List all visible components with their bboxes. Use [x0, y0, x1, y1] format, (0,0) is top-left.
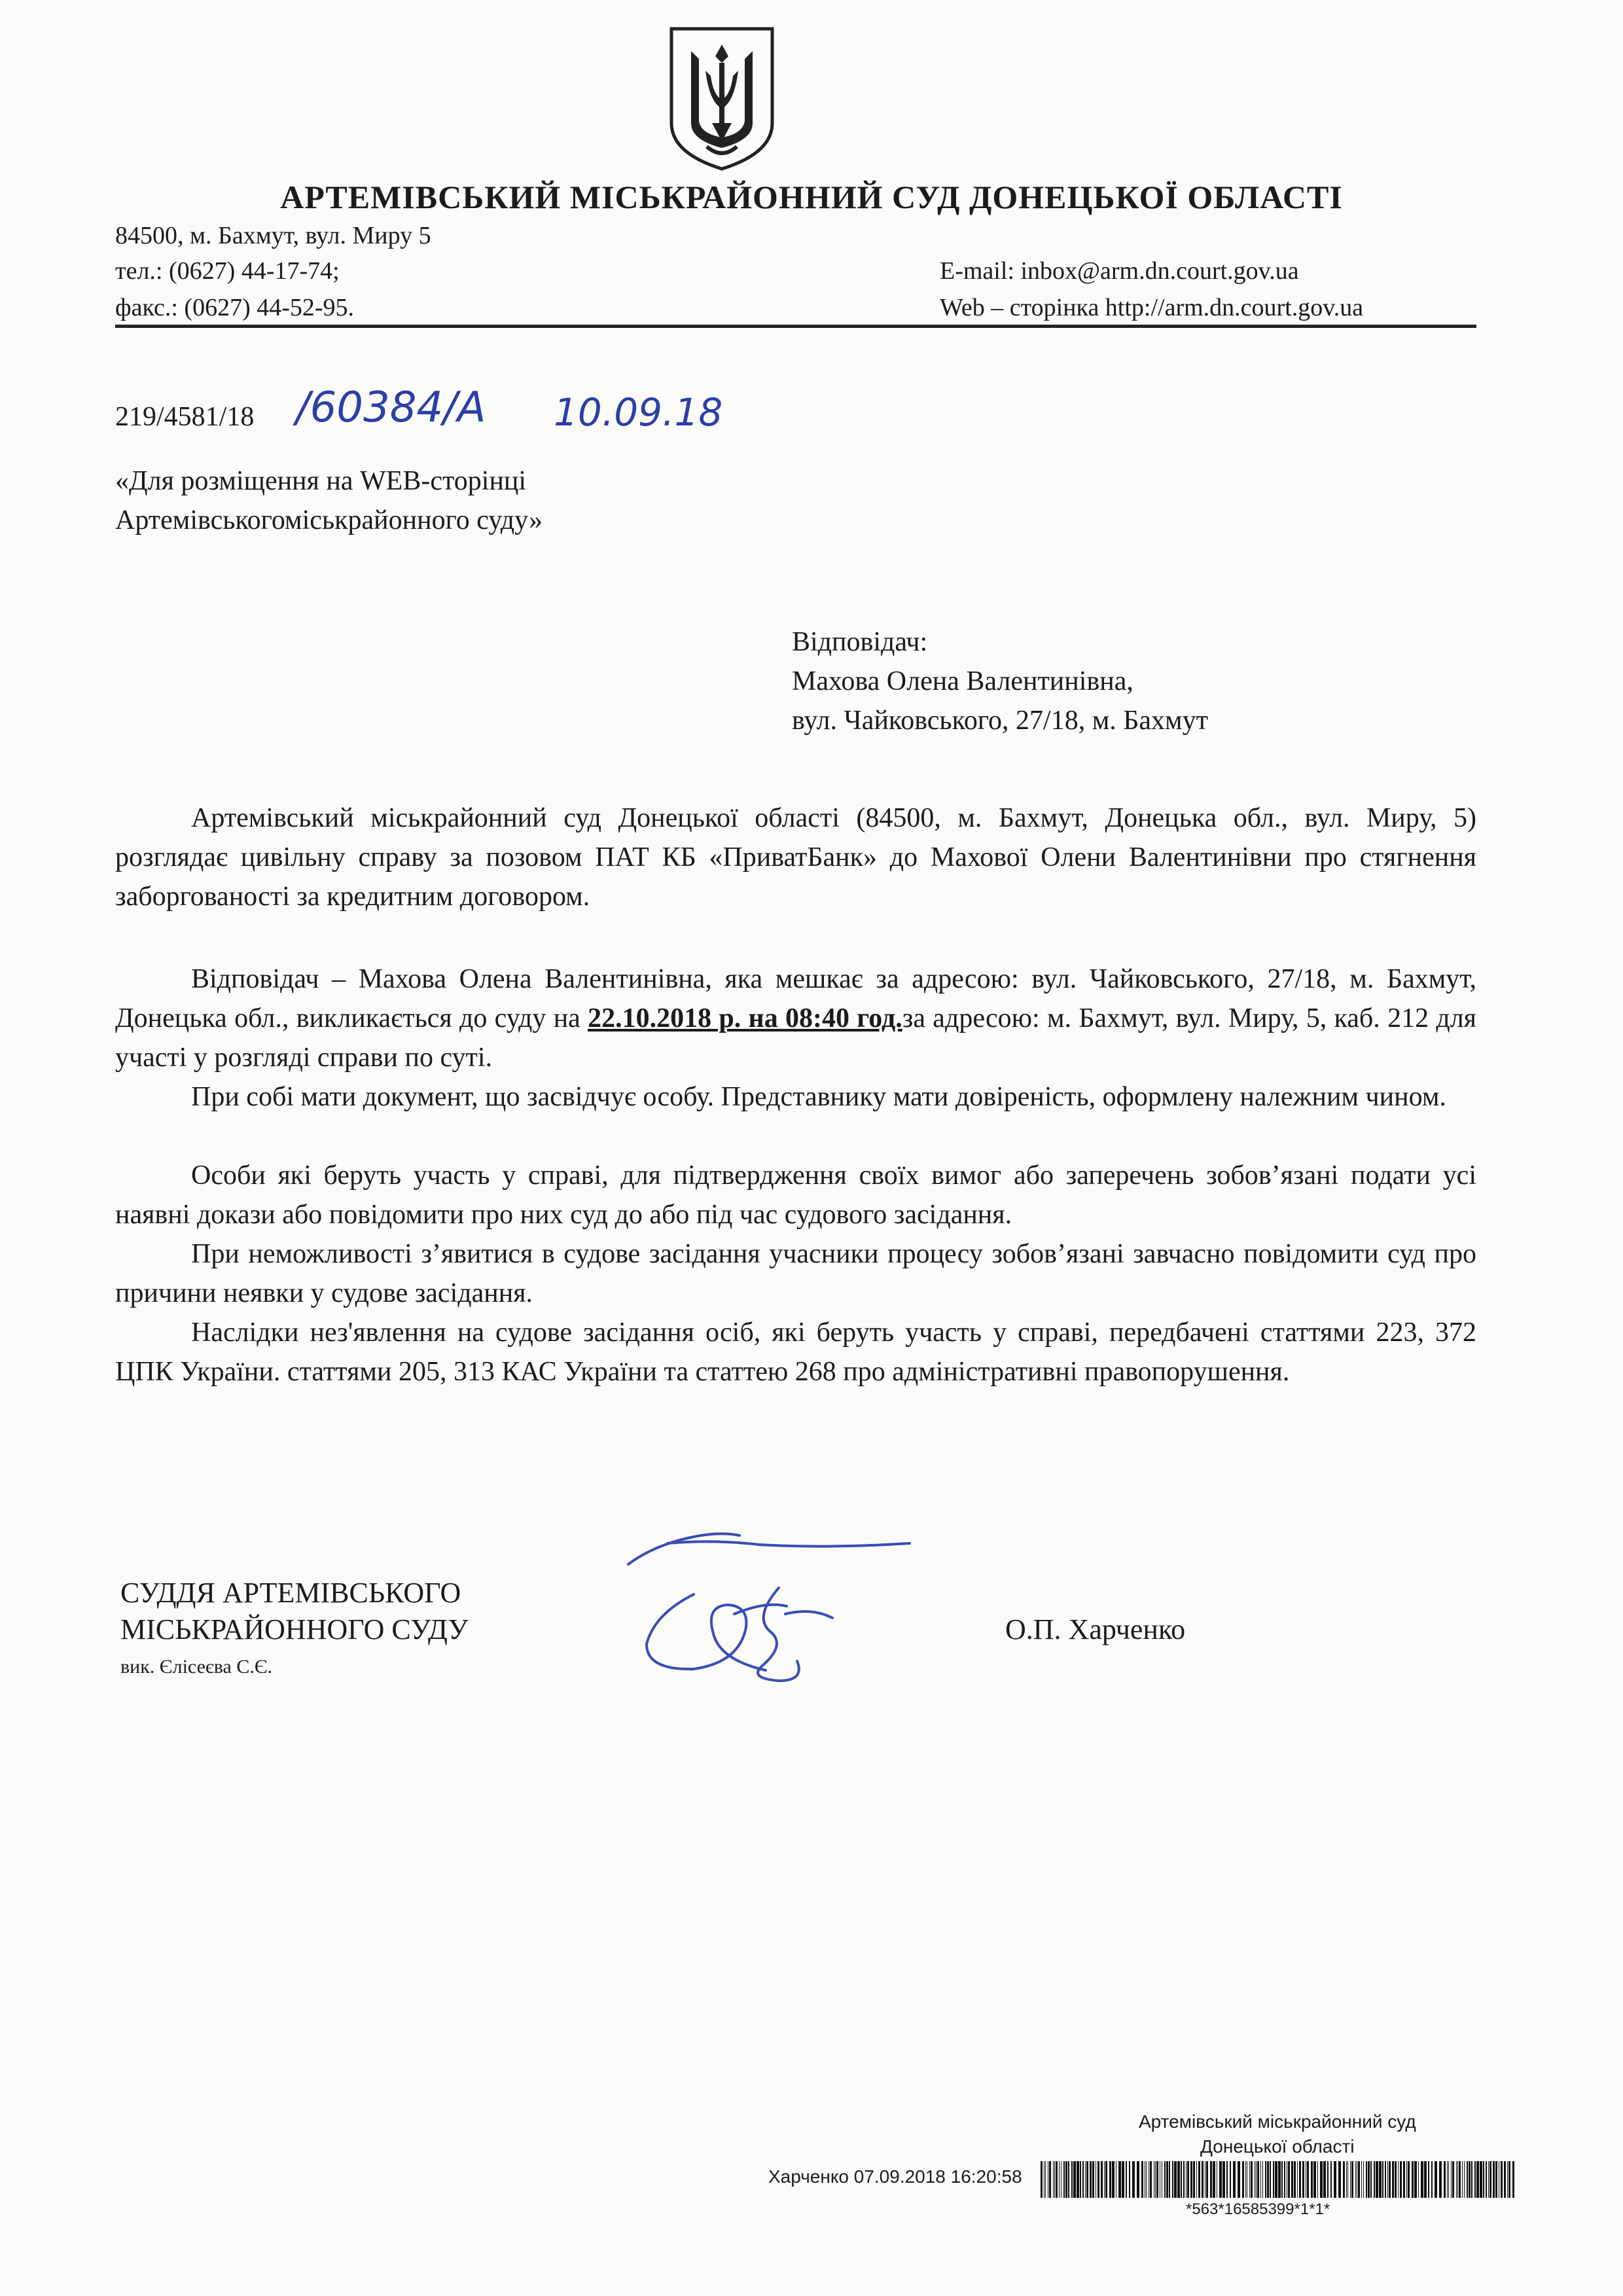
- barcode-bar: [1486, 2161, 1487, 2198]
- barcode-bar: [1256, 2161, 1257, 2198]
- barcode-bar: [1146, 2161, 1147, 2198]
- barcode-bar: [1462, 2161, 1463, 2198]
- court-phone: тел.: (0627) 44-17-74;: [115, 257, 340, 285]
- barcode-bar: [1267, 2161, 1269, 2198]
- body-paragraph-5: При неможливості з’явитися в судове засідання учасники процесу зобов’язані завчасно повідомити суд про причини неявки у судове засідання.: [115, 1239, 1476, 1308]
- barcode-bar: [1187, 2161, 1189, 2198]
- barcode-bar: [1122, 2161, 1124, 2198]
- barcode-bar: [1330, 2161, 1332, 2198]
- barcode-bar: [1476, 2161, 1479, 2198]
- barcode-bar: [1311, 2161, 1313, 2198]
- barcode-bar: [1351, 2161, 1353, 2198]
- barcode-bar: [1467, 2161, 1468, 2198]
- barcode-bar: [1073, 2161, 1076, 2198]
- judge-name: О.П. Харченко: [1005, 1613, 1186, 1645]
- barcode-bar: [1400, 2161, 1402, 2198]
- executor-name: вик. Єлісеєва С.Є.: [120, 1656, 273, 1677]
- barcode-bar: [1126, 2161, 1127, 2198]
- barcode-bar: [1230, 2161, 1231, 2198]
- stamp-signed-info: Харченко 07.09.2018 16:20:58: [768, 2166, 1022, 2187]
- barcode-bar: [1193, 2161, 1195, 2198]
- barcode-bar: [1355, 2161, 1356, 2198]
- barcode-bar: [1358, 2161, 1360, 2198]
- barcode-bar: [1483, 2161, 1484, 2198]
- barcode-bar: [1464, 2161, 1465, 2198]
- barcode-bar: [1238, 2161, 1240, 2198]
- barcode-bar: [1389, 2161, 1391, 2198]
- publication-note-line2: Артемівськогоміськрайонного суду»: [115, 505, 543, 535]
- barcode-bar: [1164, 2161, 1166, 2198]
- barcode-bar: [1501, 2161, 1503, 2198]
- stamp-org-line2: Донецької області: [1200, 2136, 1355, 2157]
- barcode-bar: [1281, 2161, 1283, 2198]
- barcode-bar: [1092, 2161, 1094, 2198]
- barcode-bar: [1177, 2161, 1180, 2198]
- body-paragraph-3: При собі мати документ, що засвідчує особу. Представнику мати довіреність, оформлену належним чином.: [191, 1082, 1446, 1112]
- barcode-bar: [1424, 2161, 1427, 2198]
- case-number: 219/4581/18: [115, 402, 255, 432]
- barcode-bar: [1370, 2161, 1372, 2198]
- barcode-bar: [1132, 2161, 1135, 2198]
- barcode-bar: [1233, 2161, 1236, 2198]
- barcode-bar: [1447, 2161, 1448, 2198]
- barcode-bar: [1428, 2161, 1429, 2198]
- barcode-bar: [1291, 2161, 1293, 2198]
- barcode-bar: [1068, 2161, 1069, 2198]
- barcode-bar: [1206, 2161, 1208, 2198]
- barcode-bar: [1242, 2161, 1244, 2198]
- barcode-bar: [1452, 2161, 1454, 2198]
- barcode-bar: [1049, 2161, 1051, 2198]
- barcode-bar: [1374, 2161, 1375, 2198]
- barcode-bar: [1288, 2161, 1290, 2198]
- court-address: 84500, м. Бахмут, вул. Миру 5: [115, 222, 431, 249]
- barcode-bar: [1056, 2161, 1058, 2198]
- addressee-address: вул. Чайковського, 27/18, м. Бахмут: [792, 706, 1208, 736]
- barcode-bar: [1245, 2161, 1246, 2198]
- barcode-bar: [1366, 2161, 1367, 2198]
- barcode-bar: [1363, 2161, 1364, 2198]
- barcode-bar: [1183, 2161, 1185, 2198]
- court-title: АРТЕМІВСЬКИЙ МІСЬКРАЙОННИЙ СУД ДОНЕЦЬКОЇ ОБЛАСТІ: [280, 179, 1343, 215]
- barcode-bar: [1196, 2161, 1197, 2198]
- barcode-bar: [1488, 2161, 1489, 2198]
- barcode-text: *563*16585399*1*1*: [1186, 2200, 1330, 2218]
- barcode-bar: [1270, 2161, 1271, 2198]
- barcode-bar: [1054, 2161, 1055, 2198]
- barcode-bar: [1265, 2161, 1266, 2198]
- barcode-bar: [1155, 2161, 1156, 2198]
- barcode-bar: [1431, 2161, 1433, 2198]
- barcode-bar: [1284, 2161, 1285, 2198]
- barcode-bar: [1338, 2161, 1341, 2198]
- barcode-bar: [1104, 2161, 1105, 2198]
- stamp-org-line1: Артемівський міськрайонний суд: [1139, 2111, 1416, 2132]
- barcode-bar: [1129, 2161, 1130, 2198]
- body-paragraph-4: Особи які беруть участь у справі, для підтвердження своїх вимог або заперечень зобов’язані подати усі наявні докази або повідомити про них суд до або під час судового засідання.: [115, 1160, 1476, 1230]
- barcode-bar: [1219, 2161, 1222, 2198]
- signature-title-line1: СУДДЯ АРТЕМІВСЬКОГО: [120, 1577, 461, 1609]
- barcode-bar: [1343, 2161, 1345, 2198]
- barcode-bar: [1451, 2161, 1452, 2198]
- barcode-bar: [1156, 2161, 1158, 2198]
- barcode-bar: [1080, 2161, 1081, 2198]
- barcode-bar: [1418, 2161, 1419, 2198]
- barcode-bar: [1489, 2161, 1491, 2198]
- barcode-bar: [1190, 2161, 1192, 2198]
- barcode-bar: [1169, 2161, 1170, 2198]
- barcode-bar: [1257, 2161, 1259, 2198]
- barcode-bar: [1504, 2161, 1506, 2198]
- court-fax: факс.: (0627) 44-52-95.: [115, 294, 355, 321]
- trident-coat-of-arms-icon: [666, 25, 777, 171]
- barcode-bar: [1053, 2161, 1054, 2198]
- barcode-bar: [1275, 2161, 1277, 2198]
- barcode-bar: [1063, 2161, 1065, 2198]
- barcode-bar: [1118, 2161, 1121, 2198]
- barcode-bar: [1077, 2161, 1079, 2198]
- barcode-bar: [1273, 2161, 1274, 2198]
- barcode-bar: [1507, 2161, 1508, 2198]
- barcode-bar: [1105, 2161, 1107, 2198]
- barcode-bar: [1439, 2161, 1442, 2198]
- header-divider: [115, 325, 1476, 328]
- barcode-bar: [1495, 2161, 1497, 2198]
- barcode-bar: [1387, 2161, 1388, 2198]
- barcode-bar: [1480, 2161, 1482, 2198]
- barcode-bar: [1350, 2161, 1351, 2198]
- barcode-bar: [1041, 2161, 1043, 2198]
- barcode-bar: [1385, 2161, 1386, 2198]
- barcode-bar: [1459, 2161, 1461, 2198]
- barcode-bar: [1334, 2161, 1336, 2198]
- handwritten-registration-date: 10.09.18: [554, 390, 723, 435]
- barcode-bar: [1406, 2161, 1407, 2198]
- barcode-bar: [1172, 2161, 1173, 2198]
- barcode-bar: [1368, 2161, 1370, 2198]
- barcode-bar: [1512, 2161, 1514, 2198]
- barcode-bar: [1408, 2161, 1410, 2198]
- handwritten-signature: [615, 1516, 955, 1706]
- court-website: Web – сторінка http://arm.dn.court.gov.ua: [940, 294, 1364, 321]
- barcode-bar: [1181, 2161, 1182, 2198]
- barcode-bar: [1071, 2161, 1073, 2198]
- barcode-bar: [1302, 2161, 1304, 2198]
- barcode-bar: [1090, 2161, 1092, 2198]
- barcode-bar: [1403, 2161, 1405, 2198]
- barcode-bar: [1376, 2161, 1378, 2198]
- barcode-bar: [1082, 2161, 1084, 2198]
- signature-title-line2: МІСЬКРАЙОННОГО СУДУ: [120, 1613, 469, 1645]
- barcode-bar: [1097, 2161, 1099, 2198]
- barcode-bar: [1086, 2161, 1088, 2198]
- body-paragraph-6: Наслідки нез'явлення на судове засідання осіб, які беруть участь у справі, передбачені статтями 223, 372 ЦПК України. статтями 205, 313 КАС України та статтею 268 про адміністративні правопорушення.: [115, 1318, 1476, 1387]
- barcode-bar: [1294, 2161, 1296, 2198]
- barcode-bar: [1059, 2161, 1060, 2198]
- barcode-bar: [1260, 2161, 1261, 2198]
- barcode-bar: [1398, 2161, 1399, 2198]
- body-paragraph-1: Артемівський міськрайонний суд Донецької області (84500, м. Бахмут, Донецька обл., вул. Миру, 5) розглядає цивільну справу за позовом ПАТ КБ «ПриватБанк» до Махової Олени Валентинівни про стягнення заборгованості за кредитним договором.: [115, 803, 1476, 912]
- barcode-bar: [1320, 2161, 1323, 2198]
- barcode-bar: [1412, 2161, 1414, 2198]
- barcode-bar: [1278, 2161, 1281, 2198]
- barcode-bar: [1444, 2161, 1446, 2198]
- handwritten-registration-number: /60384/А: [296, 384, 486, 432]
- barcode-bar: [1421, 2161, 1423, 2198]
- barcode-bar: [1249, 2161, 1250, 2198]
- barcode-bar: [1045, 2161, 1046, 2198]
- barcode-bar: [1307, 2161, 1309, 2198]
- barcode-bar: [1065, 2161, 1067, 2198]
- addressee-label: Відповідач:: [792, 627, 928, 657]
- barcode-bar: [1435, 2161, 1437, 2198]
- barcode-bar: [1379, 2161, 1382, 2198]
- barcode-bar: [1137, 2161, 1139, 2198]
- barcode-bar: [1414, 2161, 1417, 2198]
- barcode-bar: [1347, 2161, 1348, 2198]
- barcode-bar: [1469, 2161, 1471, 2198]
- barcode-bar: [1210, 2161, 1212, 2198]
- barcode-bar: [1395, 2161, 1397, 2198]
- barcode-bar: [1202, 2161, 1204, 2198]
- barcode-bar: [1174, 2161, 1177, 2198]
- barcode-bar: [1262, 2161, 1263, 2198]
- publication-note-line1: «Для розміщення на WEB-сторінці: [115, 466, 527, 496]
- barcode-bar: [1474, 2161, 1476, 2198]
- barcode-bar: [1361, 2161, 1362, 2198]
- barcode-bar: [1313, 2161, 1316, 2198]
- barcode-bar: [1085, 2161, 1086, 2198]
- barcode-bar: [1457, 2161, 1458, 2198]
- barcode-bar: [1198, 2161, 1200, 2198]
- body-paragraph-2: [115, 960, 1476, 1077]
- barcode-bar: [1382, 2161, 1383, 2198]
- barcode-bar: [1112, 2161, 1115, 2198]
- barcode-bar: [1317, 2161, 1318, 2198]
- barcode-bar: [1299, 2161, 1301, 2198]
- barcode-bar: [1508, 2161, 1510, 2198]
- barcode-bar: [1323, 2161, 1326, 2198]
- hearing-date-time: 22.10.2018 р. на 08:40 год.: [588, 1003, 902, 1033]
- barcode-bar: [1392, 2161, 1394, 2198]
- barcode-bar: [1346, 2161, 1347, 2198]
- barcode-bar: [1493, 2161, 1495, 2198]
- barcode-bar: [1297, 2161, 1298, 2198]
- barcode-bar: [1166, 2161, 1168, 2198]
- barcode-bar: [1456, 2161, 1457, 2198]
- hearing-location-text: за адресою: м. Бахмут, вул. Миру, 5, каб. 212 для участі у розгляді справи по суті.: [115, 1003, 1476, 1073]
- court-email: E-mail: inbox@arm.dn.court.gov.ua: [940, 257, 1299, 285]
- barcode-bar: [1213, 2161, 1215, 2198]
- registration-barcode: [1039, 2161, 1517, 2198]
- summons-intro-text: Відповідач – Махова Олена Валентинівна, яка мешкає за адресою: вул. Чайковського, 27/18, м. Бахмут, Донецька обл., викликається до суду на: [115, 964, 1476, 1033]
- barcode-bar: [1101, 2161, 1103, 2198]
- barcode-bar: [1226, 2161, 1228, 2198]
- barcode-bar: [1327, 2161, 1329, 2198]
- barcode-bar: [1150, 2161, 1152, 2198]
- addressee-name: Махова Олена Валентинівна,: [792, 666, 1133, 696]
- barcode-bar: [1141, 2161, 1143, 2198]
- barcode-bar: [1251, 2161, 1253, 2198]
- barcode-bar: [1448, 2161, 1449, 2198]
- barcode-bar: [1471, 2161, 1472, 2198]
- barcode-bar: [1222, 2161, 1225, 2198]
- barcode-bar: [1109, 2161, 1111, 2198]
